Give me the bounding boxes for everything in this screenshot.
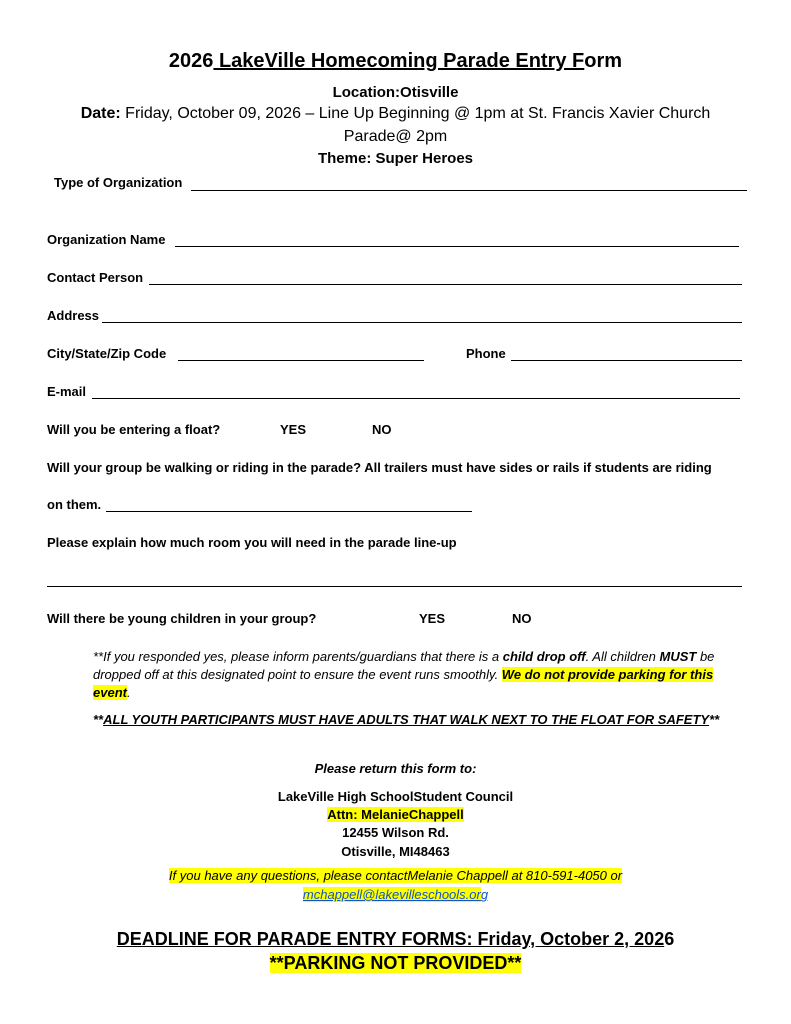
return-heading: Please return this form to:	[314, 761, 477, 776]
questions-line	[0, 868, 791, 883]
theme: Theme: Super Heroes	[317, 150, 474, 167]
type-of-organization-label: Type of Organization	[54, 175, 183, 190]
location: Location:Otisville	[332, 84, 459, 101]
return-attn	[0, 807, 791, 822]
contact-email-end[interactable]: g	[480, 887, 489, 902]
form-title	[0, 50, 791, 73]
address-field[interactable]	[102, 322, 742, 323]
youth-suffix: **	[709, 712, 720, 727]
date-text: Friday, October 09, 2026 – Line Up Beginning @ 1pm at St. Francis Xavier Church	[120, 105, 711, 122]
parking-not-provided: **PARKING NOT PROVIDED**	[269, 953, 522, 973]
float-question: Will you be entering a float?	[47, 422, 221, 437]
child-dropoff-note	[93, 648, 733, 702]
title-year: 2026	[168, 50, 214, 72]
organization-name-label: Organization Name	[47, 232, 166, 247]
email-label: E-mail	[47, 384, 87, 399]
float-yes-option[interactable]: YES	[280, 422, 307, 437]
note-bold-1: child drop off	[502, 649, 586, 664]
return-org: LakeVille High SchoolStudent Council	[277, 789, 514, 804]
questions-text: If you have any questions, please contactMelanie Chappell at 810-591-4050 or	[168, 868, 623, 883]
city-state-zip-label: City/State/Zip Code	[47, 346, 167, 361]
no-parking-highlight: We do not provide parking for this event	[93, 667, 714, 700]
room-needed-question: Please explain how much room you will need in the parade line-up	[47, 535, 457, 550]
attn-highlight: Attn: MelanieChappell	[327, 807, 464, 822]
contact-email-link[interactable]: mchappell@lakevilleschools.or	[302, 887, 481, 902]
phone-field[interactable]	[511, 360, 742, 361]
walking-riding-question-cont: on them.	[47, 497, 102, 512]
deadline-text-end: 6	[664, 929, 675, 949]
youth-safety-note	[93, 712, 719, 727]
youth-prefix: **	[93, 712, 104, 727]
walking-riding-question: Will your group be walking or riding in the parade? All trailers must have sides or rails if students are riding	[47, 460, 712, 475]
email-field[interactable]	[92, 398, 740, 399]
phone-label: Phone	[466, 346, 506, 361]
return-city: Otisville, MI48463	[341, 844, 450, 859]
walking-riding-field[interactable]	[106, 511, 472, 512]
children-yes-option[interactable]: YES	[419, 611, 446, 626]
note-text-2: . All children	[585, 649, 660, 664]
type-of-organization-field[interactable]	[191, 190, 747, 191]
room-needed-field[interactable]	[47, 586, 742, 587]
float-no-option[interactable]: NO	[372, 422, 392, 437]
contact-person-field[interactable]	[149, 284, 742, 285]
note-text-1: **If you responded yes, please inform parents/guardians that there is a	[93, 649, 503, 664]
contact-person-label: Contact Person	[47, 270, 144, 285]
deadline-text: DEADLINE FOR PARADE ENTRY FORMS: Friday, October 2, 202	[116, 929, 665, 949]
deadline-line	[0, 929, 791, 950]
note-bold-2: MUST	[659, 649, 697, 664]
children-no-option[interactable]: NO	[512, 611, 532, 626]
parade-time: Parade@ 2pm	[343, 128, 448, 145]
return-street: 12455 Wilson Rd.	[342, 825, 449, 840]
title-main: LakeVille Homecoming Parade Entry F	[213, 50, 585, 72]
city-state-zip-field[interactable]	[178, 360, 424, 361]
contact-email-line	[0, 887, 791, 902]
organization-name-field[interactable]	[175, 246, 739, 247]
address-label: Address	[47, 308, 100, 323]
note-text-4: .	[126, 685, 131, 700]
youth-text: ALL YOUTH PARTICIPANTS MUST HAVE ADULTS THAT WALK NEXT TO THE FLOAT FOR SAFETY	[103, 712, 710, 727]
children-question: Will there be young children in your group?	[47, 611, 317, 626]
title-end: orm	[584, 50, 623, 72]
date-label: Date:	[80, 105, 121, 122]
event-date	[0, 105, 791, 123]
note-text-3: be dropped off at this designated point to ensure the event runs smoothly.	[93, 649, 715, 682]
parking-line	[0, 953, 791, 974]
